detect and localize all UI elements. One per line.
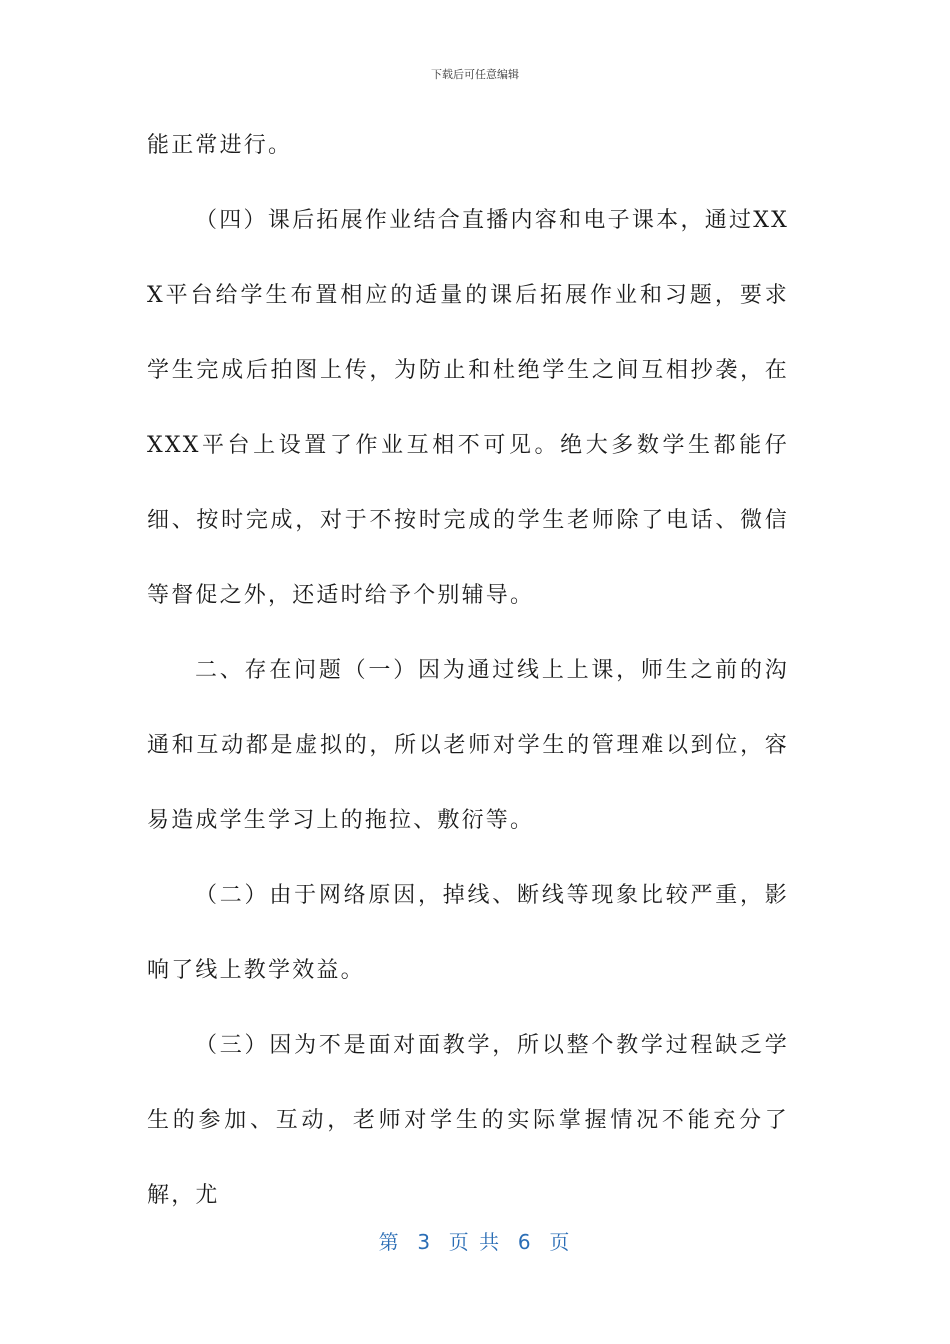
page-number-footer: 第 3 页 共 6 页 [378,1230,572,1254]
page-header: 下载后可任意编辑 [431,68,519,81]
paragraph-problems-2: （二）由于网络原因，掉线、断线等现象比较严重，影响了线上教学效益。 [147,883,789,983]
document-body [147,108,789,1233]
paragraph-homework: （四）课后拓展作业结合直播内容和电子课本，通过XXX平台给学生布置相应的适量的课后拓展作业和习题，要求学生完成后拍图上传，为防止和杜绝学生之间互相抄袭，在XXX平台上设置了作业互相不可见。绝大多数学生都能仔细、按时完成，对于不按时完成的学生老师除了电话、微信等督促之外，还适时给予个别辅导。 [147,208,789,608]
paragraph-continuation: 能正常进行。 [147,133,293,158]
paragraph-problems-3: （三）因为不是面对面教学，所以整个教学过程缺乏学生的参加、互动，老师对学生的实际掌握情况不能充分了解，尤 [147,1033,789,1208]
paragraph-problems-1: 二、存在问题（一）因为通过线上上课，师生之前的沟通和互动都是虚拟的，所以老师对学生的管理难以到位，容易造成学生学习上的拖拉、敷衍等。 [147,658,789,833]
